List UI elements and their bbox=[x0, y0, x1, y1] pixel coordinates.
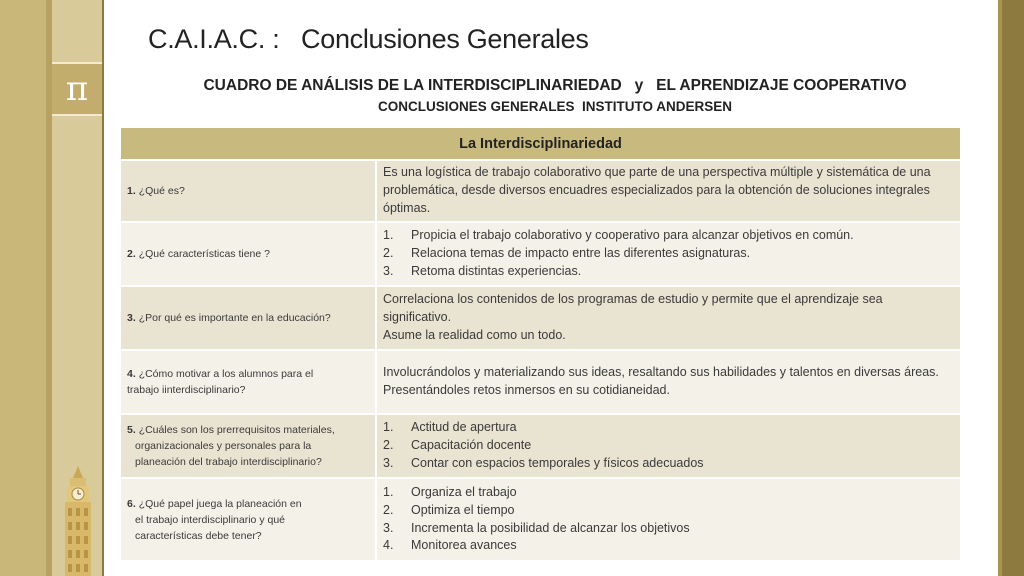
left-decor-edge bbox=[102, 0, 104, 576]
answer-cell bbox=[376, 414, 960, 478]
question-text: ¿Qué es? bbox=[138, 185, 185, 197]
question-cell bbox=[121, 160, 376, 222]
answer-cell bbox=[376, 478, 960, 560]
slide-subtitle: CUADRO DE ANÁLISIS DE LA INTERDISCIPLINARIEDAD y EL APRENDIZAJE COOPERATIVO bbox=[203, 77, 907, 94]
question-text: ¿Cuáles son los prerrequisitos materiales, bbox=[138, 424, 335, 436]
table-row bbox=[121, 286, 960, 350]
slide-title: C.A.I.A.C. : Conclusiones Generales bbox=[148, 24, 589, 54]
question-number: 2. bbox=[127, 248, 136, 260]
answer-list bbox=[383, 419, 954, 472]
answer-list bbox=[383, 227, 954, 280]
question-text: ¿Qué papel juega la planeación en bbox=[138, 497, 302, 510]
answer-cell bbox=[376, 350, 960, 414]
pi-icon: π bbox=[52, 62, 102, 116]
answer-text: Presentándoles retos inmersos en su cotidianeidad. bbox=[383, 383, 670, 397]
list-item: 1. Propicia el trabajo colaborativo y cooperativo para alcanzar objetivos en común. bbox=[383, 228, 854, 243]
right-decor-edge bbox=[998, 0, 1002, 576]
question-number: 6. bbox=[127, 497, 136, 510]
list-item: 2. Relaciona temas de impacto entre las diferentes asignaturas. bbox=[383, 246, 751, 261]
table-row bbox=[121, 160, 960, 222]
answer-text: Involucrándolos y materializando sus ideas, resaltando sus habilidades y talentos en diversas áreas. bbox=[383, 365, 939, 380]
question-text: ¿Cómo motivar a los alumnos para el bbox=[138, 368, 314, 380]
slide-subtitle-secondary: CONCLUSIONES GENERALES INSTITUTO ANDERSEN bbox=[377, 99, 733, 114]
list-item: 3. Incrementa la posibilidad de alcanzar los objetivos bbox=[383, 520, 690, 535]
question-cell bbox=[121, 478, 376, 560]
answer-cell bbox=[376, 222, 960, 286]
answer-text: Es una logística de trabajo colaborativo que parte de una perspectiva múltiple y sistemática de una problemática, desde diversos encuadres especializados para la obtención de soluciones integrales óptimas. bbox=[383, 165, 931, 215]
answer-cell bbox=[376, 286, 960, 350]
table-row bbox=[121, 478, 960, 560]
question-cell bbox=[121, 222, 376, 286]
question-number: 1. bbox=[127, 185, 136, 197]
question-number: 4. bbox=[127, 368, 136, 380]
list-item: 3. Contar con espacios temporales y físicos adecuados bbox=[383, 455, 704, 470]
answer-text: Correlaciona los contenidos de los programas de estudio y permite que el aprendizaje sea significativo. bbox=[383, 292, 883, 325]
list-item: 2. Capacitación docente bbox=[383, 438, 532, 453]
question-number: 5. bbox=[127, 424, 136, 436]
answer-cell bbox=[376, 160, 960, 222]
list-item: 4. Monitorea avances bbox=[383, 538, 517, 553]
answer-list bbox=[383, 484, 954, 555]
question-cell bbox=[121, 286, 376, 350]
table-row bbox=[121, 222, 960, 286]
table-row bbox=[121, 414, 960, 478]
question-text: características debe tener? bbox=[135, 529, 262, 542]
answer-text: Asume la realidad como un todo. bbox=[383, 327, 566, 342]
analysis-table bbox=[121, 128, 960, 560]
table-row bbox=[121, 350, 960, 414]
question-cell bbox=[121, 414, 376, 478]
clock-tower-icon bbox=[54, 464, 102, 576]
question-text: ¿Por qué es importante en la educación? bbox=[138, 312, 331, 324]
table-header: La Interdisciplinariedad bbox=[121, 128, 960, 160]
list-item: 2. Optimiza el tiempo bbox=[383, 502, 515, 517]
question-text: trabajo iinterdisciplinario? bbox=[127, 384, 246, 396]
question-number: 3. bbox=[127, 312, 136, 324]
question-text: ¿Qué características tiene ? bbox=[138, 248, 270, 260]
list-item: 1. Organiza el trabajo bbox=[383, 484, 517, 499]
question-text: el trabajo interdisciplinario y qué bbox=[135, 513, 285, 526]
question-text: planeación del trabajo interdisciplinario? bbox=[135, 456, 322, 468]
question-cell bbox=[121, 350, 376, 414]
list-item: 1. Actitud de apertura bbox=[383, 420, 517, 435]
list-item: 3. Retoma distintas experiencias. bbox=[383, 263, 582, 278]
question-text: organizacionales y personales para la bbox=[135, 440, 312, 452]
